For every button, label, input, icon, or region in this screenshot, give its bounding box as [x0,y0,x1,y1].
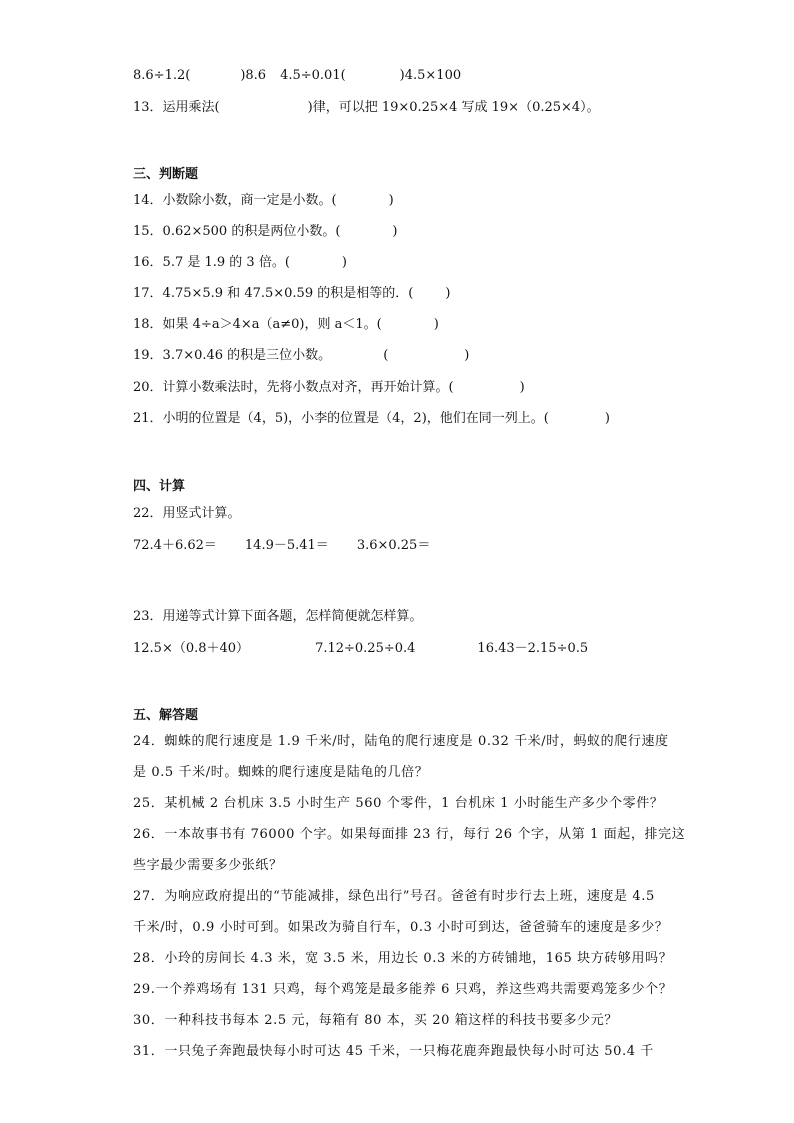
question-text: 8.6÷1.2( [133,68,191,83]
question-12-continuation [133,67,461,85]
bracket: ) [464,348,470,363]
bracket: ) [341,255,347,270]
judge-question-17 [133,285,450,303]
bracket: ) [388,193,394,208]
problem-30: 30．一种科技书每本 2.5 元，每箱有 80 本，买 20 箱这样的科技书要多少元？ [133,1013,618,1028]
problem-29: 29.一个养鸡场有 131 只鸡，每个鸡笼是最多能养 6 只鸡，养这些鸡共需要鸡笼多少个？ [133,982,673,997]
judge-question-16 [133,254,347,272]
judge-question-19 [133,347,469,365]
calc-item: 16.43－2.15÷0.5 [477,641,589,656]
question-23-title: 23．用递等式计算下面各题，怎样简便就怎样算。 [133,609,423,624]
question-23-items [133,640,588,658]
judge-question-20 [133,379,525,397]
bracket: ) [604,411,610,426]
judge-question-15 [133,223,397,241]
question-22-title: 22．用竖式计算。 [133,506,241,521]
question-13 [133,99,600,117]
question-text: 19．3.7×0.46 的积是三位小数。 [133,348,332,363]
problem-25: 25．某机械 2 台机床 3.5 小时生产 560 个零件，1 台机床 1 小时能生产多少个零件？ [133,796,664,811]
section-title-word-problems: 五、解答题 [133,708,199,723]
question-text: 18．如果 4÷a＞4×a（a≠0)，则 a＜1。( [133,317,382,332]
question-text: 21．小明的位置是（4，5)，小李的位置是（4，2)，他们在同一列上。( [133,411,549,426]
calc-item: 72.4＋6.62＝ [133,538,217,553]
judge-question-21 [133,410,610,428]
problem-24-line-2: 是 0.5 千米/时。蜘蛛的爬行速度是陆龟的几倍？ [133,765,429,780]
problem-26-line-2: 些字最少需要多少张纸？ [133,858,283,873]
question-text: 14．小数除小数，商一定是小数。( [133,193,337,208]
section-title-calculation: 四、计算 [133,479,186,494]
problem-27-line-1: 27．为响应政府提出的“节能减排，绿色出行”号召。爸爸有时步行去上班，速度是 4.5 [133,889,655,904]
judge-question-14 [133,192,394,210]
bracket: ( [383,348,389,363]
problem-27-line-2: 千米/时，0.9 小时可到。如果改为骑自行车，0.3 小时可到达，爸爸骑车的速度是多少？ [133,920,669,935]
question-text: 13．运用乘法( [133,100,220,115]
calc-item: 12.5×（0.8＋40） [133,641,250,656]
bracket: ) [445,286,451,301]
question-text: 20．计算小数乘法时，先将小数点对齐，再开始计算。( [133,380,454,395]
question-22-items [133,537,430,555]
section-title-judgment: 三、判断题 [133,167,199,182]
bracket: ) [392,224,398,239]
calc-item: 14.9－5.41＝ [244,538,329,553]
question-text: 16．5.7 是 1.9 的 3 倍。( [133,255,290,270]
bracket: ) [519,380,525,395]
problem-24-line-1: 24．蜘蛛的爬行速度是 1.9 千米/时，陆龟的爬行速度是 0.32 千米/时，蚂蚁的爬行速度 [133,734,669,749]
question-text: )8.6 [240,68,267,83]
calc-item: 3.6×0.25＝ [356,538,431,553]
question-text: )4.5×100 [399,68,462,83]
problem-28: 28．小玲的房间长 4.3 米，宽 3.5 米，用边长 0.3 米的方砖铺地，165 块方砖够用吗？ [133,951,673,966]
problem-26-line-1: 26．一本故事书有 76000 个字。如果每面排 23 行，每行 26 个字，从第 1 面起，排完这 [133,827,686,842]
question-text: 17．4.75×5.9 和 47.5×0.59 的积是相等的．( [133,286,414,301]
question-text: )律，可以把 19×0.25×4 写成 19×（0.25×4）。 [307,100,600,115]
bracket: ) [433,317,439,332]
judge-question-18 [133,316,439,334]
question-text: 4.5÷0.01( [280,68,346,83]
question-text: 15．0.62×500 的积是两位小数。( [133,224,341,239]
problem-31-line-1: 31．一只兔子奔跑最快每小时可达 45 千米，一只梅花鹿奔跑最快每小时可达 50.4 千 [133,1044,654,1059]
calc-item: 7.12÷0.25÷0.4 [315,641,416,656]
